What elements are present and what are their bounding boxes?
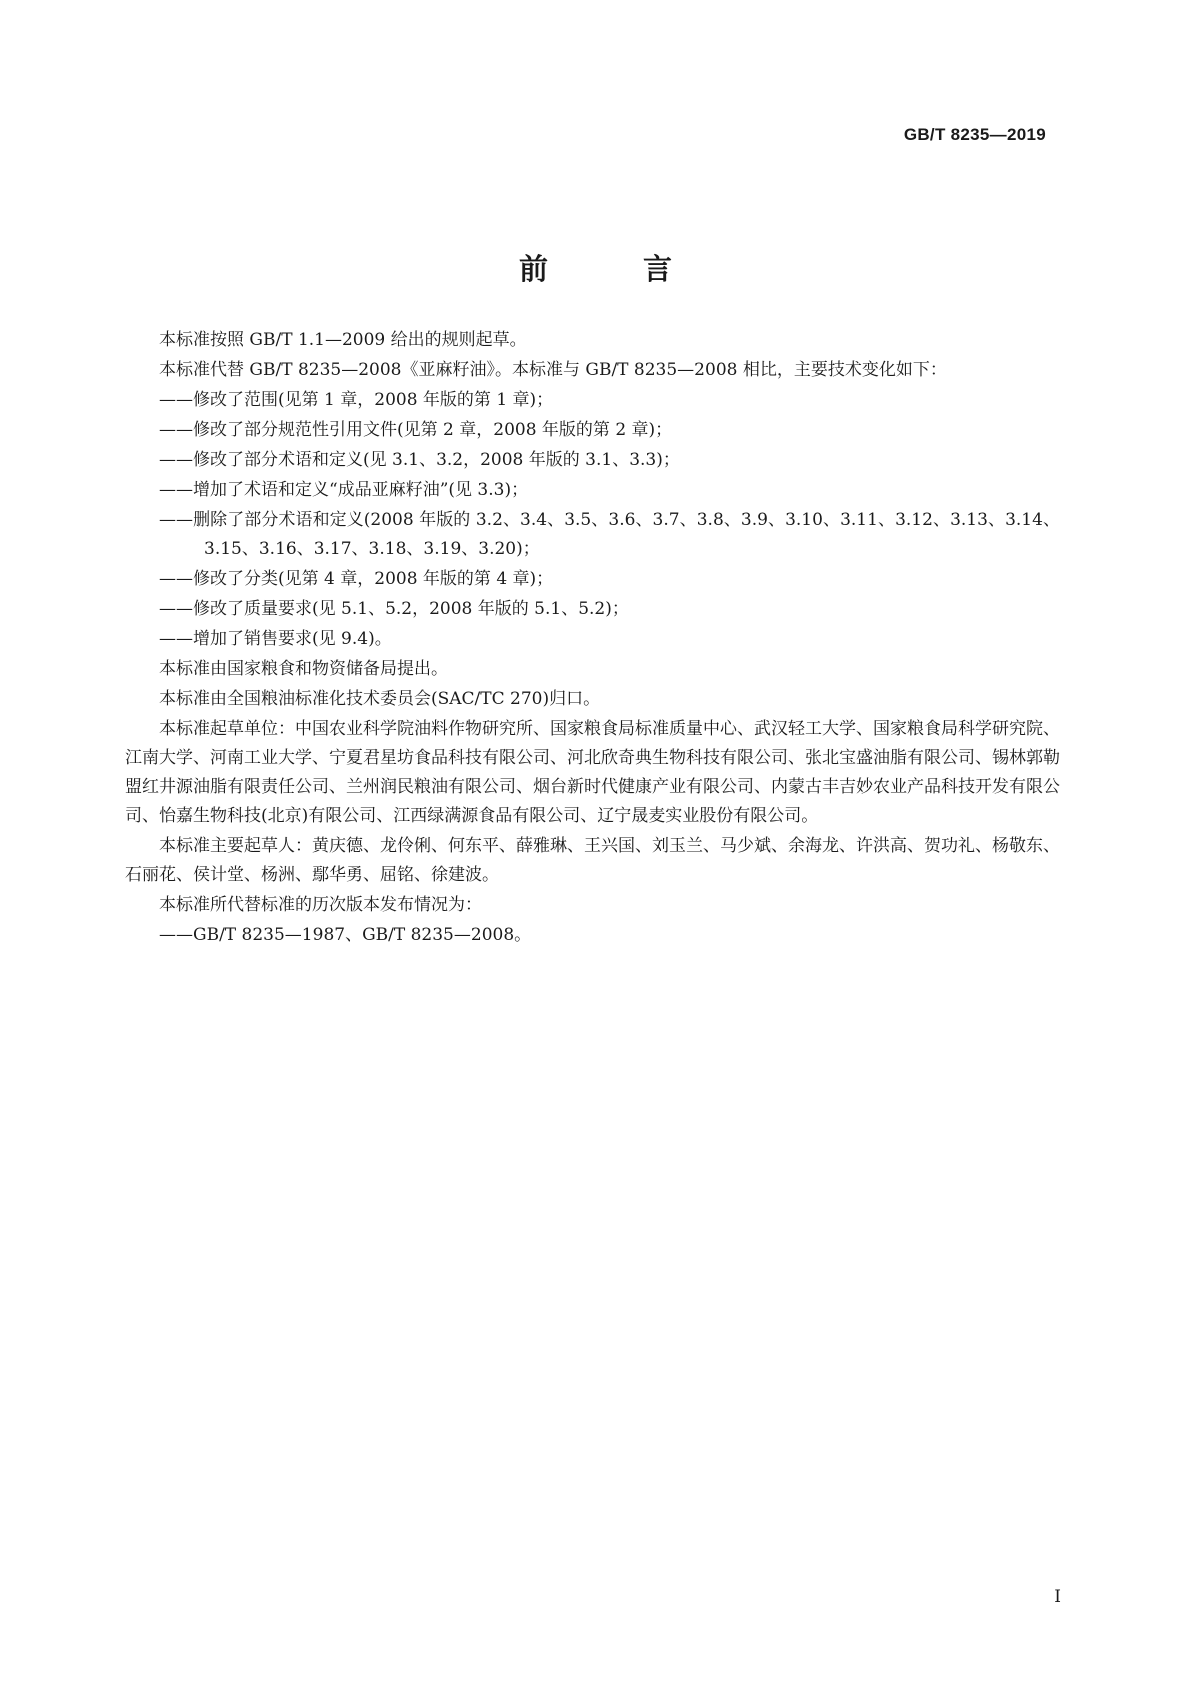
paragraph-proposer: 本标准由国家粮食和物资储备局提出。 — [159, 659, 448, 679]
paragraph-drafting-units: 本标准起草单位：中国农业科学院油料作物研究所、国家粮食局标准质量中心、武汉轻工大学、国家粮食局科学研究院、江南大学、河南工业大学、宁夏君星坊食品科技有限公司、河北欣奇典生物科技有限公司、张北宝盛油脂有限公司、锡林郭勒盟红井源油脂有限责任公司、兰州润民粮油有限公司、烟台新时代健康产业有限公司、内蒙古丰吉妙农业产品科技开发有限公司、怡嘉生物科技(北京)有限公司、江西绿满源食品有限公司、辽宁晟麦实业股份有限公司。 — [125, 719, 1060, 826]
change-item-terms-modified: ——修改了部分术语和定义(见 3.1、3.2，2008 年版的 3.1、3.3)； — [159, 450, 680, 470]
change-item-references: ——修改了部分规范性引用文件(见第 2 章，2008 年版的第 2 章)； — [159, 420, 673, 440]
change-item-terms-added: ——增加了术语和定义“成品亚麻籽油”(见 3.3)； — [159, 480, 529, 500]
change-item-scope: ——修改了范围(见第 1 章，2008 年版的第 1 章)； — [159, 390, 554, 410]
paragraph-history-intro: 本标准所代替标准的历次版本发布情况为： — [159, 895, 482, 915]
paragraph-committee: 本标准由全国粮油标准化技术委员会(SAC/TC 270)归口。 — [159, 689, 601, 709]
paragraph-drafting-rules: 本标准按照 GB/T 1.1—2009 给出的规则起草。 — [159, 330, 527, 350]
document-code: GB/T 8235—2019 — [903, 125, 1046, 144]
page-title: 前 言 — [518, 252, 705, 287]
change-item-sales: ——增加了销售要求(见 9.4)。 — [159, 629, 392, 649]
change-item-quality: ——修改了质量要求(见 5.1、5.2，2008 年版的 5.1、5.2)； — [159, 599, 629, 619]
foreword-body — [125, 326, 1060, 951]
paragraph-replacement: 本标准代替 GB/T 8235—2008《亚麻籽油》。本标准与 GB/T 8235—2008 相比，主要技术变化如下： — [159, 360, 947, 380]
history-item: ——GB/T 8235—1987、GB/T 8235—2008。 — [159, 925, 532, 945]
change-item-classification: ——修改了分类(见第 4 章，2008 年版的第 4 章)； — [159, 569, 554, 589]
page-number: I — [1054, 1587, 1061, 1607]
paragraph-drafters: 本标准主要起草人：黄庆德、龙伶俐、何东平、薛雅琳、王兴国、刘玉兰、马少斌、余海龙、许洪高、贺功礼、杨敬东、石丽花、侯计堂、杨洲、鄢华勇、屈铭、徐建波。 — [125, 836, 1060, 885]
change-item-terms-deleted: ——删除了部分术语和定义(2008 年版的 3.2、3.4、3.5、3.6、3.7、3.8、3.9、3.10、3.11、3.12、3.13、3.14、3.15、3.16、3.17、3.18、3.19、3.20)； — [159, 510, 1060, 559]
